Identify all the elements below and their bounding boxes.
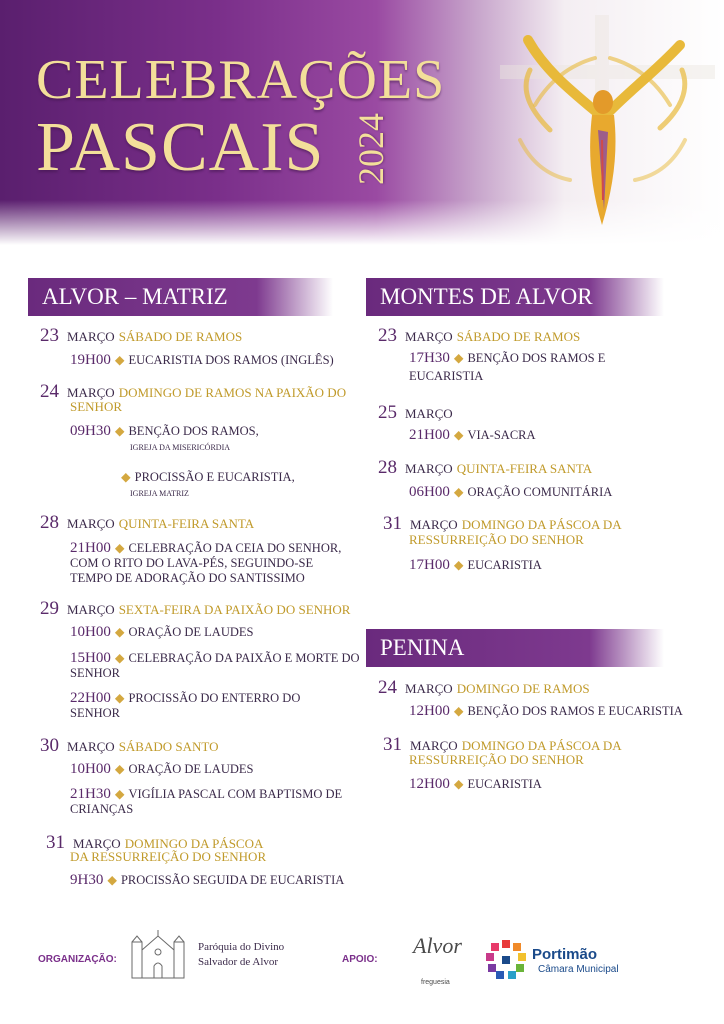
celebration-continued: DA RESSURREIÇÃO DO SENHOR — [70, 849, 267, 864]
celebration: DOMINGO DE RAMOS — [456, 681, 590, 696]
event-text: PROCISSÃO SEGUIDA DE EUCARISTIA — [120, 873, 345, 887]
event-text: VIGÍLIA PASCAL COM BAPTISMO DE — [128, 787, 343, 801]
bullet-icon: ◆ — [114, 424, 125, 438]
month: MARÇO — [67, 739, 115, 754]
month: MARÇO — [405, 681, 453, 696]
portimao-subtitle: Câmara Municipal — [538, 964, 619, 975]
celebration: SÁBADO SANTO — [118, 739, 219, 754]
celebration: QUINTA-FEIRA SANTA — [456, 461, 593, 476]
section-alvor-matriz: ALVOR – MATRIZ — [28, 278, 333, 316]
bullet-icon: ◆ — [114, 651, 125, 665]
organizacao-label: ORGANIZAÇÃO: — [38, 954, 117, 965]
alvor-day-30 — [40, 735, 219, 757]
bullet-icon: ◆ — [453, 428, 464, 442]
celebration: SÁBADO DE RAMOS — [118, 329, 243, 344]
event-text-continued: CRIANÇAS — [70, 802, 134, 816]
bullet-icon: ◆ — [114, 353, 125, 367]
month: MARÇO — [67, 329, 115, 344]
montes-day-23 — [378, 325, 580, 347]
event-text: EUCARISTIA — [467, 777, 542, 791]
celebration: SÁBADO DE RAMOS — [456, 329, 581, 344]
event-time: 17H30 — [409, 350, 450, 366]
event-text: BENÇÃO DOS RAMOS, — [128, 424, 259, 438]
day-number: 23 — [378, 325, 397, 346]
month: MARÇO — [67, 602, 115, 617]
bullet-icon: ◆ — [121, 470, 131, 484]
bullet-icon: ◆ — [453, 485, 464, 499]
penina-day-24 — [378, 677, 590, 699]
event-text: CELEBRAÇÃO DA PAIXÃO E MORTE DO — [128, 651, 360, 665]
portimao-name: Portimão — [532, 946, 598, 963]
event-row — [409, 703, 683, 720]
montes-day-25 — [378, 402, 453, 424]
event-row — [70, 761, 253, 778]
celebration: DOMINGO DA PÁSCOA — [124, 836, 264, 851]
event-time: 10H00 — [70, 624, 111, 640]
day-number: 28 — [40, 512, 59, 533]
event-time: 9H30 — [70, 872, 104, 888]
month: MARÇO — [405, 406, 453, 421]
event-row — [70, 650, 360, 667]
event-text: VIA-SACRA — [467, 428, 536, 442]
title-year: 2024 — [351, 113, 391, 185]
month: MARÇO — [405, 329, 453, 344]
day-number: 31 — [46, 832, 65, 853]
event-text: CELEBRAÇÃO DA CEIA DO SENHOR, — [128, 541, 342, 555]
bullet-icon: ◆ — [453, 558, 464, 572]
event-text: PROCISSÃO DO ENTERRO DO — [128, 691, 301, 705]
section-montes-de-alvor: MONTES DE ALVOR — [366, 278, 664, 316]
month: MARÇO — [67, 516, 115, 531]
event-time: 09H30 — [70, 423, 111, 439]
event-time: 21H30 — [70, 786, 111, 802]
day-number: 31 — [383, 734, 402, 755]
church-logo — [130, 928, 186, 980]
apoio-label: APOIO: — [342, 954, 378, 965]
event-row — [117, 469, 295, 485]
montes-day-28 — [378, 457, 592, 479]
title-line-1: CELEBRAÇÕES — [36, 49, 446, 111]
event-time: 12H00 — [409, 703, 450, 719]
month: MARÇO — [73, 836, 121, 851]
event-time: 21H00 — [409, 427, 450, 443]
month: MARÇO — [410, 738, 458, 753]
event-time: 17H00 — [409, 557, 450, 573]
bullet-icon: ◆ — [114, 691, 125, 705]
event-row — [409, 776, 542, 793]
event-row — [70, 423, 259, 440]
event-time: 19H00 — [70, 352, 111, 368]
event-location: IGREJA DA MISERICÓRDIA — [130, 443, 231, 452]
bullet-icon: ◆ — [114, 762, 125, 776]
event-time: 06H00 — [409, 484, 450, 500]
event-text: BENÇÃO DOS RAMOS E — [467, 351, 606, 365]
risen-christ-illustration — [490, 10, 720, 240]
event-row — [409, 427, 536, 444]
event-text: ORAÇÃO COMUNITÁRIA — [467, 485, 613, 499]
event-time: 12H00 — [409, 776, 450, 792]
celebration-continued: RESSURREIÇÃO DO SENHOR — [409, 752, 584, 767]
event-time: 22H00 — [70, 690, 111, 706]
bullet-icon: ◆ — [453, 777, 464, 791]
parish-line-1: Paróquia do Divino — [198, 941, 285, 953]
celebration-continued: SENHOR — [70, 399, 123, 414]
event-row — [409, 557, 542, 574]
event-row — [70, 352, 334, 369]
event-text: EUCARISTIA — [467, 558, 542, 572]
celebration: DOMINGO DA PÁSCOA DA — [461, 738, 622, 753]
day-number: 31 — [383, 513, 402, 534]
day-number: 24 — [378, 677, 397, 698]
bullet-icon: ◆ — [114, 541, 125, 555]
month: MARÇO — [67, 385, 115, 400]
event-row — [70, 624, 253, 641]
event-time: 21H00 — [70, 540, 111, 556]
celebration: SEXTA-FEIRA DA PAIXÃO DO SENHOR — [118, 602, 351, 617]
event-text: PROCISSÃO E EUCARISTIA, — [134, 470, 295, 484]
alvor-day-23 — [40, 325, 242, 347]
event-text-continued: COM O RITO DO LAVA-PÉS, SEGUINDO-SE — [70, 556, 314, 570]
parish-line-2: Salvador de Alvor — [198, 956, 279, 968]
celebration: QUINTA-FEIRA SANTA — [118, 516, 255, 531]
event-text: ORAÇÃO DE LAUDES — [128, 762, 254, 776]
day-number: 24 — [40, 381, 59, 402]
event-row — [409, 484, 612, 501]
alvor-freguesia-logo — [413, 933, 462, 986]
alvor-logo-text: Alvor — [413, 933, 462, 958]
celebration-continued: RESSURREIÇÃO DO SENHOR — [409, 532, 584, 547]
bullet-icon: ◆ — [453, 351, 464, 365]
event-row — [70, 690, 300, 707]
event-row — [70, 540, 341, 557]
event-row — [409, 350, 605, 367]
month: MARÇO — [405, 461, 453, 476]
event-text-continued: SENHOR — [70, 706, 121, 720]
day-number: 30 — [40, 735, 59, 756]
day-number: 25 — [378, 402, 397, 423]
event-time: 15H00 — [70, 650, 111, 666]
parish-name — [198, 940, 284, 970]
celebration: DOMINGO DA PÁSCOA DA — [461, 517, 622, 532]
day-number: 29 — [40, 598, 59, 619]
event-text-continued: TEMPO DE ADORAÇÃO DO SANTISSIMO — [70, 571, 305, 585]
section-penina: PENINA — [366, 629, 664, 667]
event-row — [70, 786, 342, 803]
event-text-continued: SENHOR — [70, 666, 121, 680]
day-number: 28 — [378, 457, 397, 478]
alvor-logo-sub: freguesia — [421, 979, 450, 986]
bullet-icon: ◆ — [107, 873, 117, 887]
event-text: EUCARISTIA DOS RAMOS (INGLÊS) — [128, 353, 334, 367]
bullet-icon: ◆ — [114, 625, 125, 639]
title-line-2: PASCAIS — [36, 109, 325, 186]
bullet-icon: ◆ — [453, 704, 464, 718]
event-time: 10H00 — [70, 761, 111, 777]
bullet-icon: ◆ — [114, 787, 125, 801]
day-number: 23 — [40, 325, 59, 346]
event-text-continued: EUCARISTIA — [409, 369, 484, 383]
celebration: DOMINGO DE RAMOS NA PAIXÃO DO — [118, 385, 347, 400]
alvor-day-28 — [40, 512, 254, 534]
event-row — [70, 872, 344, 889]
event-text: ORAÇÃO DE LAUDES — [128, 625, 254, 639]
month: MARÇO — [410, 517, 458, 532]
event-location: IGREJA MATRIZ — [130, 489, 189, 498]
event-text: BENÇÃO DOS RAMOS E EUCARISTIA — [467, 704, 683, 718]
portimao-logo-icon — [484, 938, 528, 982]
alvor-day-29 — [40, 598, 350, 620]
